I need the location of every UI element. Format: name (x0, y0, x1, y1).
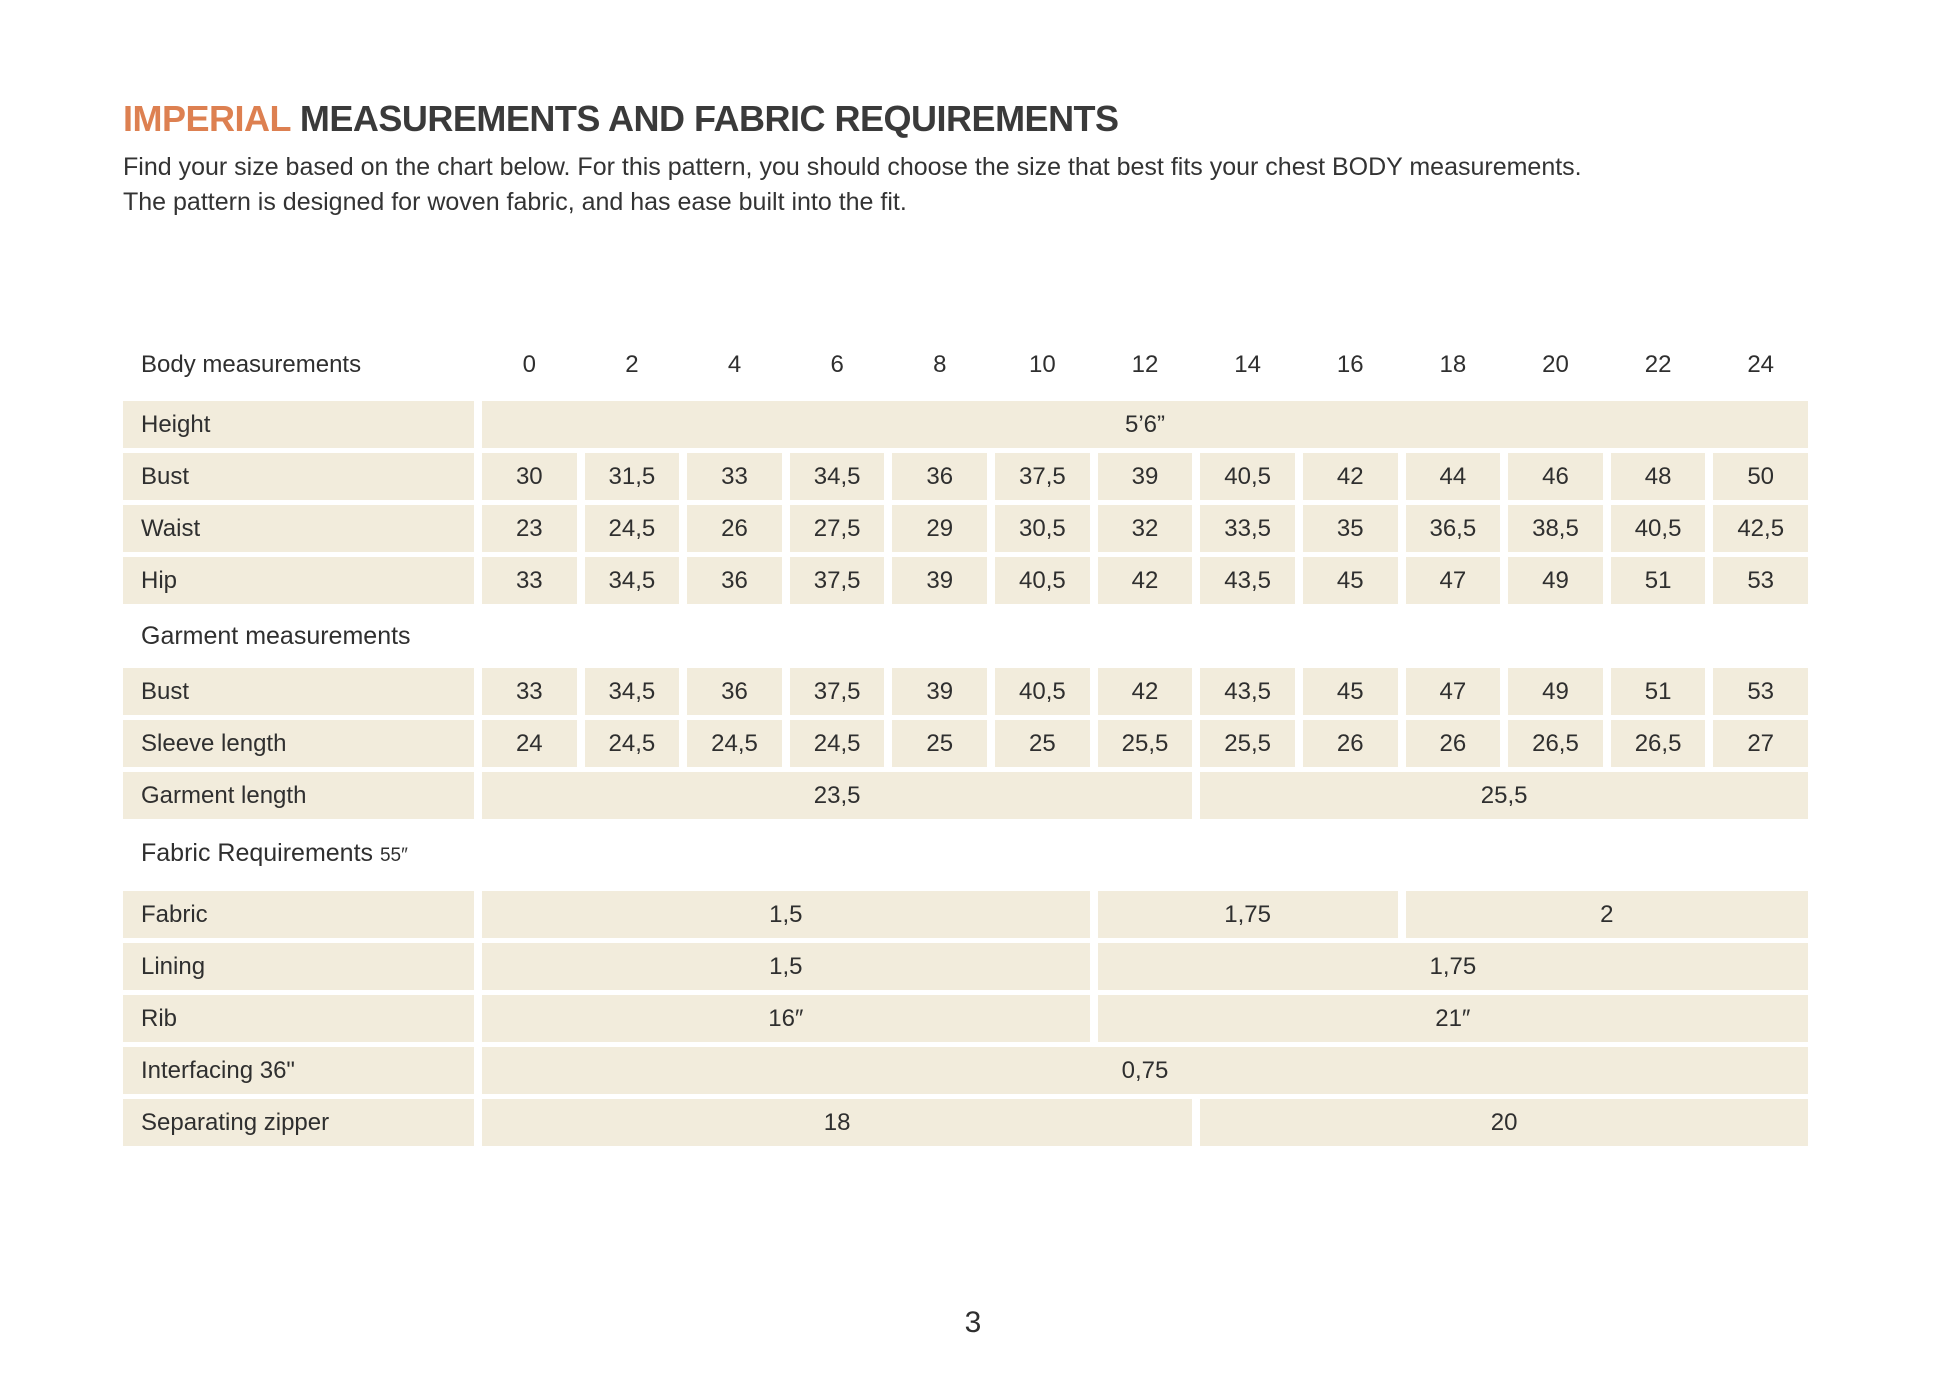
size-column-header: 24 (1747, 351, 1775, 378)
value-cell: 25 (892, 720, 987, 767)
value-cell: 34,5 (585, 668, 680, 715)
value-cell: 21″ (1098, 995, 1808, 1042)
value-cell: 42 (1098, 557, 1193, 604)
value-cell: 33 (687, 453, 782, 500)
value-cell: 18 (482, 1099, 1192, 1146)
section-label-suffix: 55″ (379, 845, 408, 866)
value-cell: 50 (1713, 453, 1808, 500)
row-label: Height (123, 401, 474, 448)
value-cell: 23,5 (482, 772, 1192, 819)
table-row-hip (123, 557, 1808, 604)
value-cell: 24,5 (790, 720, 885, 767)
value-cell: 33 (482, 557, 577, 604)
value-cell: 48 (1611, 453, 1706, 500)
value-cell: 47 (1406, 668, 1501, 715)
value-cell: 25,5 (1098, 720, 1193, 767)
size-column-header: 14 (1234, 351, 1261, 378)
section-header-fabric-requirements (123, 833, 1808, 873)
row-label: Waist (123, 505, 474, 552)
value-cell: 27,5 (790, 505, 885, 552)
value-cell: 51 (1611, 557, 1706, 604)
value-cell: 1,5 (482, 891, 1090, 938)
value-cell: 49 (1508, 668, 1603, 715)
table-row-separating-zipper (123, 1099, 1808, 1146)
value-cell: 26 (1406, 720, 1501, 767)
value-cell: 0,75 (482, 1047, 1808, 1094)
row-label: Bust (123, 453, 474, 500)
row-label: Bust (123, 668, 474, 715)
size-column-header: 20 (1542, 351, 1569, 378)
row-label: Lining (123, 943, 474, 990)
value-cell: 26 (1303, 720, 1398, 767)
value-cell: 30 (482, 453, 577, 500)
intro-text (123, 150, 1808, 220)
value-cell: 39 (892, 557, 987, 604)
row-label: Garment length (123, 772, 474, 819)
value-cell: 40,5 (1200, 453, 1295, 500)
value-cell: 24 (482, 720, 577, 767)
table-row-bust (123, 453, 1808, 500)
value-cell: 2 (1406, 891, 1808, 938)
size-column-header: 16 (1336, 351, 1364, 378)
value-cell: 46 (1508, 453, 1603, 500)
value-cell: 45 (1303, 668, 1398, 715)
value-cell: 43,5 (1200, 557, 1295, 604)
value-cell: 25,5 (1200, 720, 1295, 767)
row-label: Rib (123, 995, 474, 1042)
size-column-header: 12 (1131, 351, 1159, 378)
size-column-header: 6 (830, 351, 844, 378)
value-cell: 39 (892, 668, 987, 715)
value-cell: 44 (1406, 453, 1501, 500)
title-rest: MEASUREMENTS AND FABRIC REQUIREMENTS (290, 98, 1119, 139)
table-row-interfacing-36- (123, 1047, 1808, 1094)
value-cell: 1,5 (482, 943, 1090, 990)
size-column-header: 8 (933, 351, 947, 378)
section-header-garment-measurements (123, 616, 1808, 656)
size-column-header: 0 (522, 351, 536, 378)
value-cell: 43,5 (1200, 668, 1295, 715)
intro-line-1: Find your size based on the chart below. For this pattern, you should choose the size that best fits your chest BODY measurements. (123, 153, 1582, 181)
value-cell: 34,5 (790, 453, 885, 500)
row-label: Interfacing 36" (123, 1047, 474, 1094)
value-cell: 26,5 (1508, 720, 1603, 767)
value-cell: 53 (1713, 557, 1808, 604)
value-cell: 32 (1098, 505, 1193, 552)
row-label: Fabric (123, 891, 474, 938)
size-chart-table (123, 342, 1808, 1146)
size-column-header: 22 (1644, 351, 1672, 378)
size-header-row (123, 342, 1808, 388)
value-cell: 25 (995, 720, 1090, 767)
page-number: 3 (964, 1306, 982, 1339)
section-label: Garment measurements (141, 622, 411, 650)
table-row-garment-length (123, 772, 1808, 819)
value-cell: 34,5 (585, 557, 680, 604)
value-cell: 27 (1713, 720, 1808, 767)
value-cell: 20 (1200, 1099, 1808, 1146)
value-cell: 40,5 (995, 668, 1090, 715)
row-label: Sleeve length (123, 720, 474, 767)
table-row-fabric (123, 891, 1808, 938)
value-cell: 23 (482, 505, 577, 552)
table-row-waist (123, 505, 1808, 552)
table-row-bust (123, 668, 1808, 715)
intro-line-2: The pattern is designed for woven fabric, and has ease built into the fit. (123, 188, 907, 216)
value-cell: 37,5 (790, 557, 885, 604)
row-label: Hip (123, 557, 474, 604)
value-cell: 53 (1713, 668, 1808, 715)
value-cell: 26,5 (1611, 720, 1706, 767)
value-cell: 1,75 (1098, 943, 1808, 990)
value-cell: 49 (1508, 557, 1603, 604)
size-column-header: 18 (1439, 351, 1467, 378)
page-title (123, 98, 1808, 140)
value-cell: 42,5 (1713, 505, 1808, 552)
value-cell: 24,5 (687, 720, 782, 767)
size-column-header: 10 (1029, 351, 1056, 378)
value-cell: 26 (687, 505, 782, 552)
value-cell: 5’6” (482, 401, 1808, 448)
value-cell: 47 (1406, 557, 1501, 604)
table-row-lining (123, 943, 1808, 990)
value-cell: 16″ (482, 995, 1090, 1042)
value-cell: 36 (687, 557, 782, 604)
value-cell: 38,5 (1508, 505, 1603, 552)
value-cell: 40,5 (1611, 505, 1706, 552)
value-cell: 24,5 (585, 720, 680, 767)
value-cell: 36,5 (1406, 505, 1501, 552)
row-label: Separating zipper (123, 1099, 474, 1146)
value-cell: 42 (1098, 668, 1193, 715)
value-cell: 25,5 (1200, 772, 1808, 819)
value-cell: 30,5 (995, 505, 1090, 552)
value-cell: 39 (1098, 453, 1193, 500)
section-label: Fabric Requirements (141, 839, 374, 867)
title-highlight: IMPERIAL (123, 98, 291, 139)
value-cell: 51 (1611, 668, 1706, 715)
value-cell: 42 (1303, 453, 1398, 500)
value-cell: 35 (1303, 505, 1398, 552)
value-cell: 40,5 (995, 557, 1090, 604)
size-header-label: Body measurements (141, 351, 362, 378)
value-cell: 33,5 (1200, 505, 1295, 552)
value-cell: 33 (482, 668, 577, 715)
value-cell: 36 (892, 453, 987, 500)
value-cell: 36 (687, 668, 782, 715)
table-row-height (123, 401, 1808, 448)
value-cell: 45 (1303, 557, 1398, 604)
size-column-header: 4 (727, 351, 742, 378)
value-cell: 37,5 (995, 453, 1090, 500)
value-cell: 24,5 (585, 505, 680, 552)
table-row-rib (123, 995, 1808, 1042)
value-cell: 1,75 (1098, 891, 1398, 938)
value-cell: 37,5 (790, 668, 885, 715)
table-row-sleeve-length (123, 720, 1808, 767)
value-cell: 29 (892, 505, 987, 552)
value-cell: 31,5 (585, 453, 680, 500)
size-column-header: 2 (625, 351, 639, 378)
